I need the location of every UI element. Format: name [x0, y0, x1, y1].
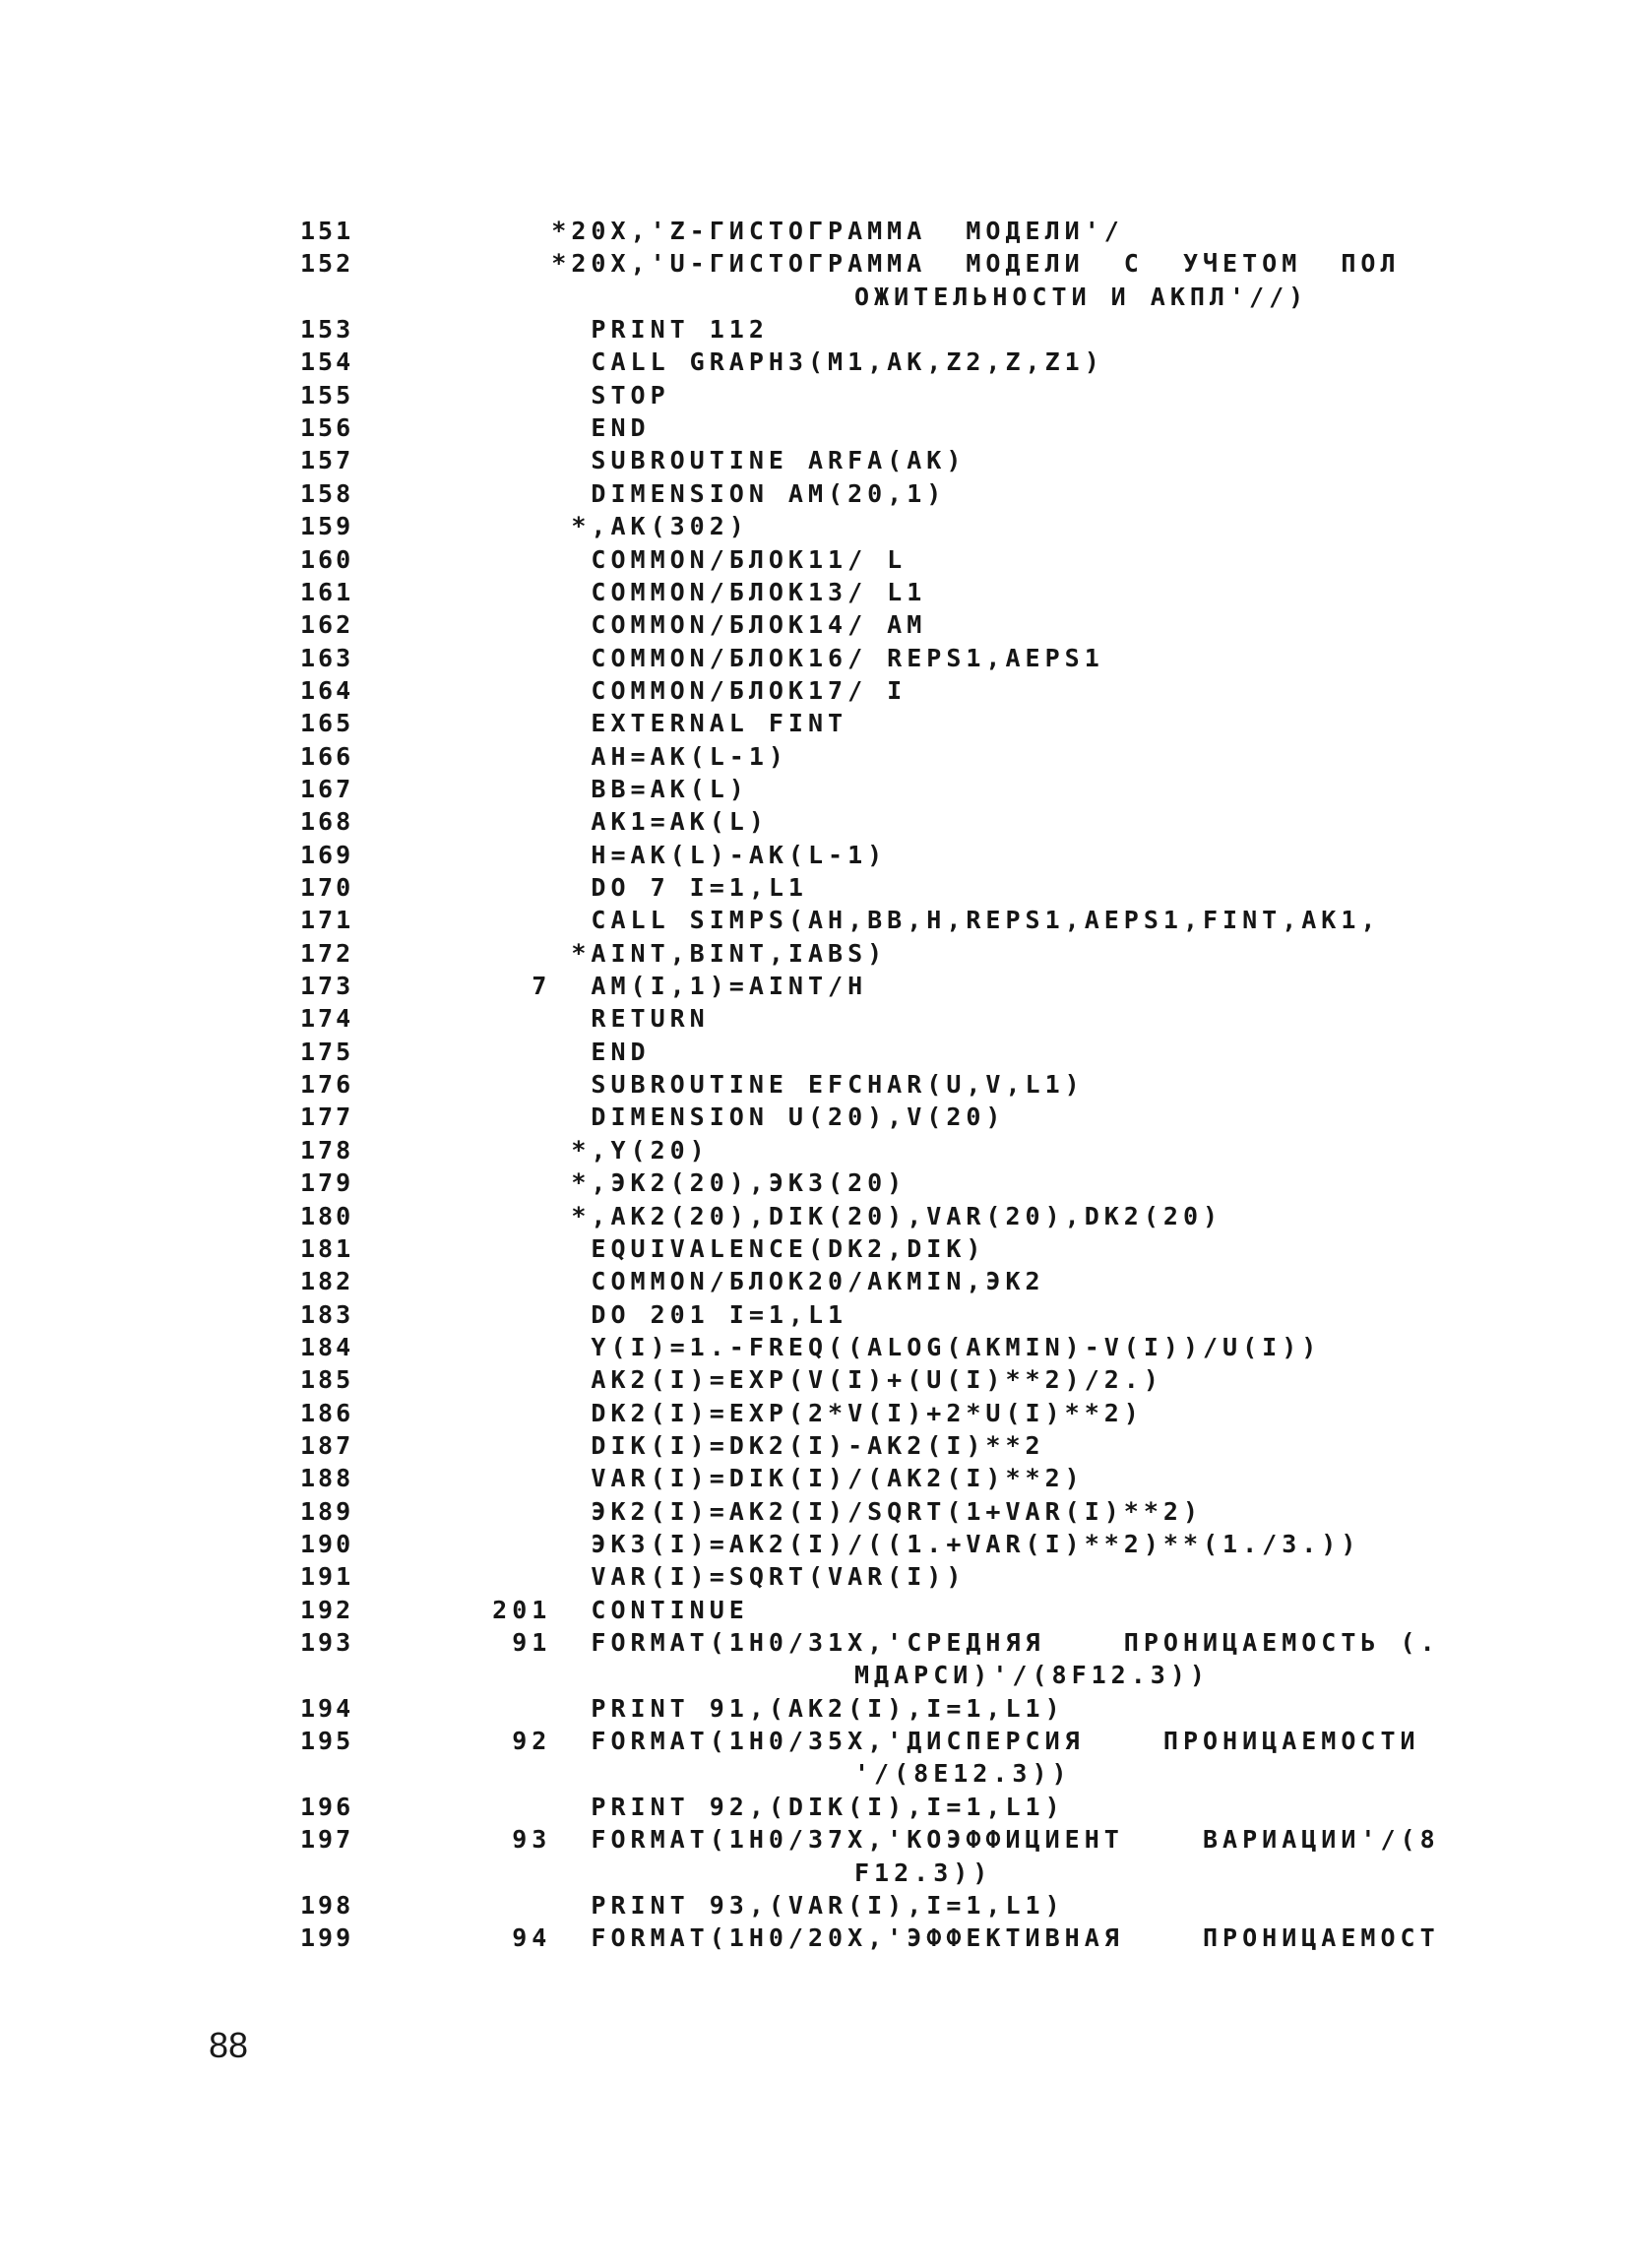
line-number: 157: [300, 446, 354, 475]
line-number: 172: [300, 938, 354, 968]
line-number: 177: [300, 1102, 354, 1132]
code-text: PRINT 112: [433, 315, 769, 345]
listing-line: [0, 545, 1629, 579]
line-number: 168: [300, 807, 354, 837]
page-number: 88: [209, 2025, 249, 2065]
line-number: 181: [300, 1233, 354, 1263]
code-text: 94 FORMAT(1H0/20X,'ЭФФЕКТИВНАЯ ПРОНИЦАЕМОСТ: [433, 1923, 1440, 1953]
code-text: PRINT 93,(VAR(I),I=1,L1): [433, 1890, 1065, 1920]
code-text: AH=AK(L-1): [433, 741, 788, 771]
code-continuation: F12.3)): [854, 1858, 993, 1887]
listing-line: [0, 1136, 1629, 1169]
code-text: *,Y(20): [433, 1135, 710, 1165]
code-text: SUBROUTINE EFCHAR(U,V,L1): [433, 1070, 1085, 1100]
code-text: VAR(I)=DIK(I)/(AK2(I)**2): [433, 1464, 1085, 1493]
listing-line: [0, 381, 1629, 414]
code-text: END: [433, 1037, 651, 1066]
line-number: 191: [300, 1562, 354, 1592]
code-text: COMMON/БЛОК16/ REPS1,AEPS1: [433, 643, 1104, 672]
listing-line: [0, 1004, 1629, 1038]
line-number: 162: [300, 610, 354, 640]
listing-line: [0, 1497, 1629, 1531]
line-number: 153: [300, 315, 354, 345]
code-text: CALL GRAPH3(M1,AK,Z2,Z,Z1): [433, 347, 1104, 377]
line-number: 161: [300, 577, 354, 606]
listing-line: [0, 841, 1629, 874]
line-number: 170: [300, 873, 354, 902]
line-number: 179: [300, 1168, 354, 1198]
code-text: CALL SIMPS(AH,BB,H,REPS1,AEPS1,FINT,AK1,: [433, 906, 1381, 935]
listing-line: [0, 1530, 1629, 1563]
listing-line: [0, 1464, 1629, 1497]
line-number: 194: [300, 1693, 354, 1723]
line-number: 185: [300, 1365, 354, 1395]
listing-line: [0, 807, 1629, 841]
line-number: 178: [300, 1135, 354, 1165]
code-text: PRINT 91,(AK2(I),I=1,L1): [433, 1693, 1065, 1723]
code-text: COMMON/БЛОК20/AKMIN,ЭK2: [433, 1267, 1045, 1296]
line-number: 186: [300, 1398, 354, 1427]
code-text: COMMON/БЛОК13/ L1: [433, 577, 927, 606]
code-text: EXTERNAL FINT: [433, 709, 848, 738]
code-text: *AINT,BINT,IABS): [433, 938, 888, 968]
code-text: *20X,'U-ГИСТОГРАММА МОДЕЛИ С УЧЕТОМ ПОЛ: [433, 249, 1401, 279]
code-text: *20X,'Z-ГИСТОГРАММА МОДЕЛИ'/: [433, 217, 1124, 245]
listing-line: [0, 347, 1629, 381]
listing-line: [0, 1038, 1629, 1071]
listing-line: [0, 1168, 1629, 1202]
line-number: 154: [300, 347, 354, 377]
line-number: 187: [300, 1430, 354, 1460]
line-number: 176: [300, 1070, 354, 1100]
code-text: EQUIVALENCE(DK2,DIK): [433, 1233, 986, 1263]
line-number: 158: [300, 478, 354, 508]
line-number: 164: [300, 675, 354, 705]
code-text: BB=AK(L): [433, 774, 749, 803]
code-text: DIK(I)=DK2(I)-AK2(I)**2: [433, 1430, 1045, 1460]
code-continuation: МДАРСИ)'/(8F12.3)): [854, 1661, 1210, 1690]
listing-line: [0, 644, 1629, 677]
listing-line: [0, 906, 1629, 939]
code-text: DIMENSION AM(20,1): [433, 478, 947, 508]
listing-line: [0, 1202, 1629, 1235]
code-continuation: '/(8E12.3)): [854, 1759, 1072, 1789]
listing-line: [0, 217, 1629, 250]
line-number: 192: [300, 1595, 354, 1624]
listing-line: [0, 1431, 1629, 1465]
listing-line: [0, 578, 1629, 611]
code-text: 91 FORMAT(1H0/31X,'СРЕДНЯЯ ПРОНИЦАЕМОСТЬ (.: [433, 1628, 1440, 1658]
line-number: 198: [300, 1890, 354, 1920]
code-text: PRINT 92,(DIK(I),I=1,L1): [433, 1792, 1065, 1821]
listing-line: [0, 1923, 1629, 1957]
line-number: 151: [300, 217, 354, 245]
listing-line: [0, 1234, 1629, 1268]
listing-line: [0, 249, 1629, 283]
listing-line: [0, 1300, 1629, 1334]
line-number: 165: [300, 709, 354, 738]
listing-line: [0, 1727, 1629, 1760]
line-number: 193: [300, 1628, 354, 1658]
code-text: STOP: [433, 380, 670, 410]
line-number: 196: [300, 1792, 354, 1821]
line-number: 195: [300, 1727, 354, 1756]
line-number: 160: [300, 544, 354, 574]
line-number: 190: [300, 1530, 354, 1558]
code-text: DK2(I)=EXP(2*V(I)+2*U(I)**2): [433, 1398, 1144, 1427]
line-number: 152: [300, 249, 354, 279]
listing-line: [0, 939, 1629, 973]
line-number: 166: [300, 741, 354, 771]
code-text: AK2(I)=EXP(V(I)+(U(I)**2)/2.): [433, 1365, 1163, 1395]
listing-line: [0, 1628, 1629, 1662]
listing-line: [0, 446, 1629, 479]
listing-line: [0, 1793, 1629, 1826]
code-text: *,ЭK2(20),ЭK3(20): [433, 1168, 908, 1198]
listing-line: [0, 283, 1629, 316]
listing-line: [0, 1333, 1629, 1366]
line-number: 189: [300, 1496, 354, 1526]
listing-line: [0, 1596, 1629, 1629]
listing-line: [0, 1661, 1629, 1694]
code-text: 92 FORMAT(1H0/35X,'ДИСПЕРСИЯ ПРОНИЦАЕМОСТИ: [433, 1727, 1420, 1756]
listing-line: [0, 972, 1629, 1005]
line-number: 167: [300, 774, 354, 803]
listing-line: [0, 1267, 1629, 1300]
listing-line: [0, 709, 1629, 742]
line-number: 199: [300, 1923, 354, 1953]
listing-line: [0, 1562, 1629, 1596]
listing-line: [0, 1365, 1629, 1399]
listing-line: [0, 873, 1629, 907]
listing-line: [0, 1858, 1629, 1892]
listing-line: [0, 512, 1629, 545]
listing-line: [0, 1694, 1629, 1728]
listing-line: [0, 1825, 1629, 1858]
code-text: END: [433, 413, 651, 443]
listing-line: [0, 676, 1629, 710]
listing-line: [0, 1102, 1629, 1136]
line-number: 184: [300, 1332, 354, 1361]
code-text: DO 7 I=1,L1: [433, 873, 808, 902]
code-continuation: ОЖИТЕЛЬНОСТИ И АКПЛ'//): [854, 282, 1309, 311]
code-text: 7 AM(I,1)=AINT/H: [433, 972, 868, 1001]
listing-line: [0, 413, 1629, 447]
listing-line: [0, 315, 1629, 348]
listing-line: [0, 742, 1629, 776]
code-text: COMMON/БЛОК14/ AM: [433, 610, 927, 640]
line-number: 180: [300, 1201, 354, 1230]
line-number: 169: [300, 840, 354, 869]
line-number: 155: [300, 380, 354, 410]
line-number: 173: [300, 972, 354, 1001]
listing-line: [0, 1891, 1629, 1924]
code-text: COMMON/БЛОК11/ L: [433, 544, 908, 574]
code-text: *,AK(302): [433, 512, 749, 541]
code-text: ЭK3(I)=AK2(I)/((1.+VAR(I)**2)**(1./3.)): [433, 1530, 1361, 1558]
line-number: 175: [300, 1037, 354, 1066]
line-number: 174: [300, 1004, 354, 1034]
code-text: *,AK2(20),DIK(20),VAR(20),DK2(20): [433, 1201, 1223, 1230]
code-text: AK1=AK(L): [433, 807, 769, 837]
listing-line: [0, 479, 1629, 513]
code-text: 93 FORMAT(1H0/37X,'КОЭФФИЦИЕНТ ВАРИАЦИИ'/(8: [433, 1825, 1440, 1855]
code-text: Y(I)=1.-FREQ((ALOG(AKMIN)-V(I))/U(I)): [433, 1332, 1322, 1361]
listing-line: [0, 1070, 1629, 1103]
code-text: ЭK2(I)=AK2(I)/SQRT(1+VAR(I)**2): [433, 1496, 1203, 1526]
code-text: H=AK(L)-AK(L-1): [433, 840, 888, 869]
line-number: 156: [300, 413, 354, 443]
listing-line: [0, 1759, 1629, 1793]
code-text: DO 201 I=1,L1: [433, 1299, 848, 1329]
code-text: DIMENSION U(20),V(20): [433, 1102, 1006, 1132]
line-number: 171: [300, 906, 354, 935]
line-number: 197: [300, 1825, 354, 1855]
line-number: 182: [300, 1267, 354, 1296]
code-text: COMMON/БЛОК17/ I: [433, 675, 908, 705]
listing-line: [0, 1399, 1629, 1432]
listing-line: [0, 610, 1629, 644]
line-number: 159: [300, 512, 354, 541]
listing-line: [0, 775, 1629, 808]
code-text: SUBROUTINE ARFA(AK): [433, 446, 967, 475]
line-number: 188: [300, 1464, 354, 1493]
line-number: 183: [300, 1299, 354, 1329]
code-text: VAR(I)=SQRT(VAR(I)): [433, 1562, 967, 1592]
code-text: 201 CONTINUE: [433, 1595, 749, 1624]
line-number: 163: [300, 643, 354, 672]
code-text: RETURN: [433, 1004, 710, 1034]
